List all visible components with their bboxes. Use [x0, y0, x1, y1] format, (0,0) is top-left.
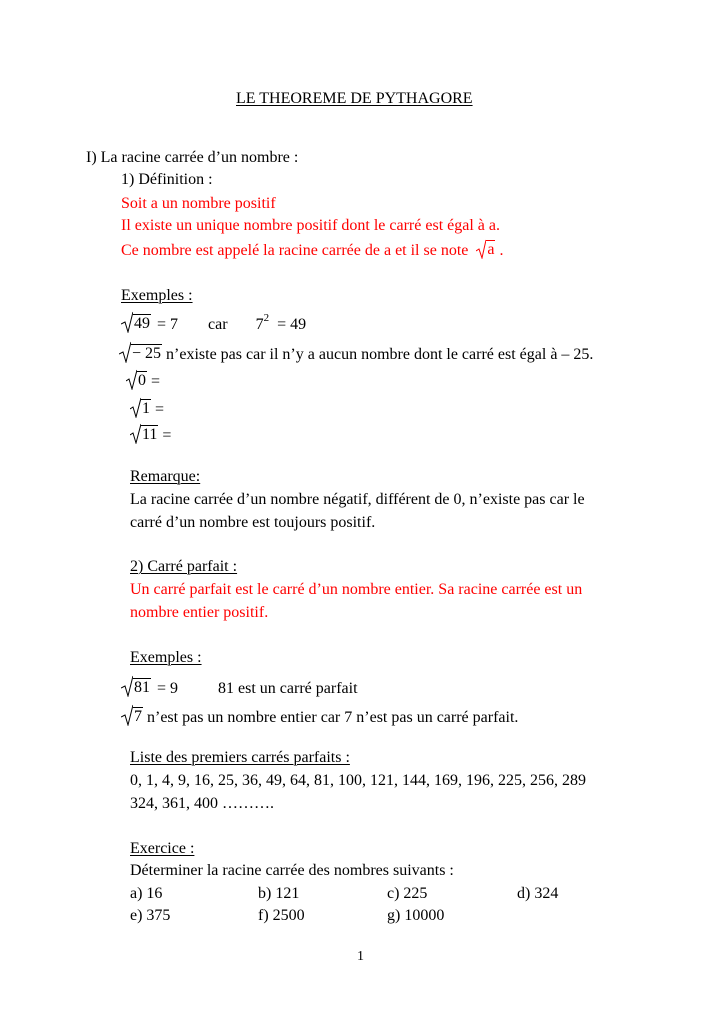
example-sqrt-0 — [126, 369, 160, 390]
example-text: n’est pas un nombre entier car 7 n’est pas un carré parfait. — [147, 709, 519, 726]
square-root — [130, 397, 151, 418]
subsection-heading: 1) Définition : — [121, 171, 213, 188]
power-result: = 49 — [277, 316, 307, 333]
remark-line-1: La racine carrée d’un nombre négatif, différent de 0, n’existe pas car le — [130, 491, 585, 508]
perfect-squares-list-line-2: 324, 361, 400 ………. — [130, 795, 274, 812]
radical-sign-icon — [126, 369, 137, 390]
power-base: 7 — [255, 316, 264, 333]
example-sqrt-11 — [130, 423, 171, 444]
exercise-item-a: a) 16 — [130, 885, 163, 902]
perfect-squares-list-line-1: 0, 1, 4, 9, 16, 25, 36, 49, 64, 81, 100, 121, 144, 169, 196, 225, 256, 289 — [130, 772, 586, 789]
exercise-item-c: c) 225 — [387, 885, 428, 902]
exercise-instruction: Déterminer la racine carrée des nombres suivants : — [130, 862, 454, 879]
radicand: − 25 — [132, 344, 162, 362]
square-root — [130, 423, 158, 444]
definition-line-2: Il existe un unique nombre positif dont le carré est égal à a. — [121, 217, 500, 234]
radical-sign-icon — [121, 311, 133, 333]
radical-sign-icon — [476, 239, 486, 259]
radicand: 11 — [142, 425, 158, 443]
example-sqrt-7 — [121, 704, 518, 726]
square-root — [119, 341, 162, 363]
equals-sign: = — [151, 373, 161, 390]
radicand: 49 — [134, 314, 150, 332]
radical-sign-icon — [130, 397, 141, 418]
equals-sign: = — [155, 401, 165, 418]
radicand: 1 — [142, 399, 150, 417]
exercise-label: Exercice : — [130, 840, 195, 857]
exercise-item-g: g) 10000 — [387, 907, 445, 924]
equals-sign: = — [162, 427, 172, 444]
exercise-item-f: f) 2500 — [258, 907, 305, 924]
radicand: a — [487, 240, 495, 258]
example-sqrt-81 — [121, 675, 358, 697]
definition-line-3 — [121, 239, 503, 259]
square-root — [121, 704, 143, 726]
example-text: n’existe pas car il n’y a aucun nombre dont le carré est égal à – 25. — [166, 346, 594, 363]
radical-sign-icon — [130, 423, 141, 444]
examples-label: Exemples : — [121, 287, 193, 304]
example-sqrt-49 — [121, 311, 306, 333]
exercise-item-e: e) 375 — [130, 907, 171, 924]
square-root — [121, 311, 151, 333]
radicand: 81 — [134, 678, 150, 696]
radical-sign-icon — [121, 704, 133, 726]
remark-line-2: carré d’un nombre est toujours positif. — [130, 514, 376, 531]
examples-label-2: Exemples : — [130, 649, 202, 666]
equals-value: = 9 — [157, 680, 179, 697]
exercise-item-b: b) 121 — [258, 885, 300, 902]
definition-line-1: Soit a un nombre positif — [121, 195, 276, 212]
equals-value: = 7 — [157, 316, 179, 333]
exercise-item-d: d) 324 — [517, 885, 559, 902]
remark-label: Remarque: — [130, 468, 201, 485]
page-number: 1 — [357, 949, 364, 964]
example-sqrt-1 — [130, 397, 164, 418]
because-word: car — [208, 316, 228, 333]
example-text: 81 est un carré parfait — [218, 680, 358, 697]
radical-sign-icon — [119, 341, 131, 363]
section-heading: I) La racine carrée d’un nombre : — [86, 149, 299, 166]
radicand: 7 — [134, 707, 142, 725]
definition-end: . — [499, 242, 504, 259]
exponent: 2 — [263, 311, 270, 324]
radicand: 0 — [138, 371, 146, 389]
square-root — [126, 369, 147, 390]
perfect-square-definition-1: Un carré parfait est le carré d’un nombre entier. Sa racine carrée est un — [130, 581, 583, 598]
square-root — [476, 239, 495, 259]
example-sqrt-neg-25 — [119, 341, 593, 363]
perfect-square-definition-2: nombre entier positif. — [130, 604, 269, 621]
square-root — [121, 675, 151, 697]
subsection-heading-perfect-square: 2) Carré parfait : — [130, 558, 238, 575]
radical-sign-icon — [121, 675, 133, 697]
definition-text: Ce nombre est appelé la racine carrée de a et il se note — [121, 242, 469, 259]
perfect-squares-list-label: Liste des premiers carrés parfaits : — [130, 749, 350, 766]
page-title: LE THEOREME DE PYTHAGORE — [236, 90, 473, 107]
